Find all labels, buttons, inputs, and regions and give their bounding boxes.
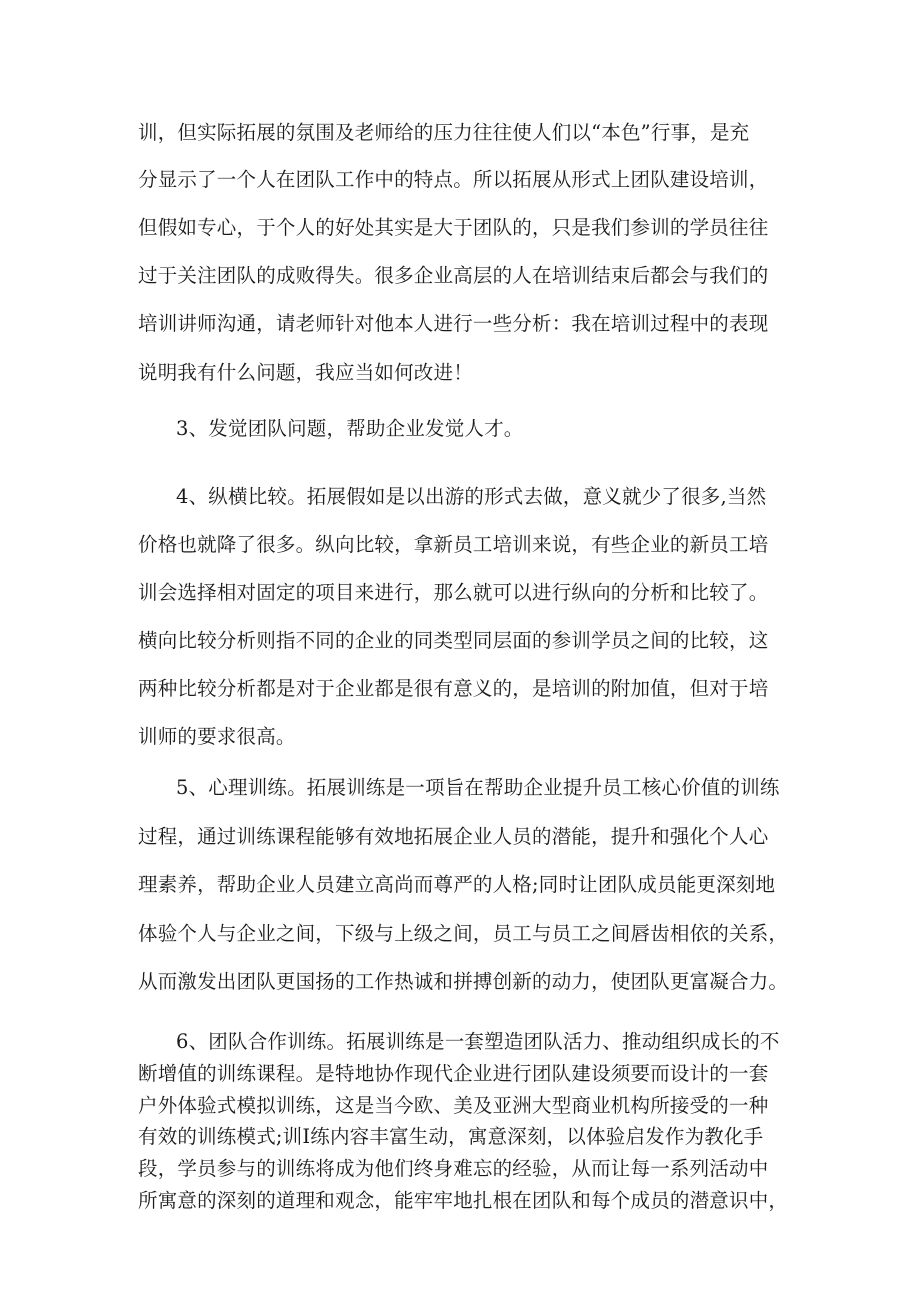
item-6-line: 断增值的训练课程。是特地协作现代企业进行团队建设须要而设计的一套 [138,1062,769,1085]
item-5-line: 5、心理训练。拓展训练是一项旨在帮助企业提升员工核心价值的训练 [176,776,780,799]
paragraph-line: 培训讲师沟通，请老师针对他本人进行一些分析：我在培训过程中的表现 [138,312,769,335]
paragraph-line: 分显示了一个人在团队工作中的特点。所以拓展从形式上团队建设培训， [138,168,769,191]
item-6-line: 段，学员参与的训练将成为他们终身难忘的经验，从而让每一系列活动中 [138,1157,769,1180]
item-5-line: 理素养，帮助企业人员建立高尚而尊严的人格;同时让团队成员能更深刻地 [138,873,776,896]
paragraph-line: 过于关注团队的成败得失。很多企业高层的人在培训结束后都会与我们的 [138,264,769,287]
item-4-line: 训会选择相对固定的项目来进行，那么就可以进行纵向的分析和比较了。 [138,581,769,604]
item-4-line: 横向比较分析则指不同的企业的同类型同层面的参训学员之间的比较，这 [138,629,769,652]
paragraph-line: 但假如专心，于个人的好处其实是大于团队的，只是我们参训的学员往往 [138,216,769,239]
item-4-line: 价格也就降了很多。纵向比较，拿新员工培训来说，有些企业的新员工培 [138,533,769,556]
paragraph-line: 训，但实际拓展的氛围及老师给的压力往往使人们以“本色”行事，是充 [138,121,750,144]
item-6-line: 所寓意的深刻的道理和观念，能牢牢地扎根在团队和每个成员的潜意识中， [138,1189,789,1212]
item-5-line: 从而激发出团队更国扬的工作热诚和拼搏创新的动力，使团队更富凝合力。 [138,970,789,993]
item-6-line: 有效的训练模式;训I练内容丰富生动，寓意深刻，以体验启发作为教化手 [138,1125,764,1148]
paragraph-line: 说明我有什么问题，我应当如何改进！ [138,361,473,384]
item-5-line: 过程，通过训练课程能够有效地拓展企业人员的潜能，提升和强化个人心 [138,825,769,848]
item-6-line: 户外体验式模拟训练，这是当今欧、美及亚洲大型商业机构所接受的一种 [138,1094,769,1117]
item-4-line: 训师的要求很高。 [138,725,296,748]
item-6-line: 6、团队合作训练。拓展训练是一套塑造团队活力、推动组织成长的不 [176,1030,780,1053]
item-4-line: 4、纵横比较。拓展假如是以出游的形式去做，意义就少了很多,当然 [176,485,767,508]
item-4-line: 两种比较分析都是对于企业都是很有意义的，是培训的附加值，但对于培 [138,677,769,700]
item-5-line: 体验个人与企业之间，下级与上级之间，员工与员工之间唇齿相依的关系， [138,922,789,945]
item-3-heading: 3、发觉团队问题，帮助企业发觉人才。 [176,417,524,440]
